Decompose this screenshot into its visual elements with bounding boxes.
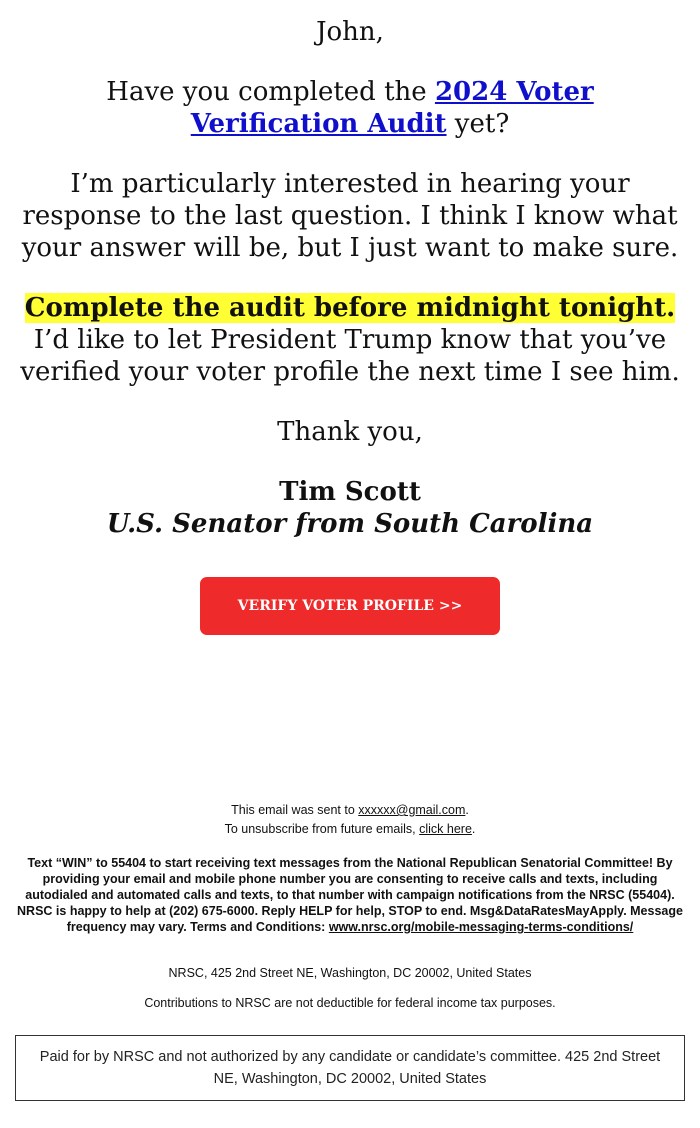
unsubscribe-suffix: . <box>471 822 476 836</box>
sms-disclaimer <box>0 855 700 935</box>
voter-audit-link[interactable]: 2024 Voter Verification Audit <box>190 77 594 139</box>
closing-thanks: Thank you, <box>277 417 423 447</box>
signature <box>0 476 700 540</box>
unsubscribe-prefix: To unsubscribe from future emails, <box>224 822 420 836</box>
paragraph-interest: I’m particularly interested in hearing your response to the last question. I think I know what your answer will be, but I just want to make sure. <box>21 169 679 263</box>
deadline-rest: I’d like to let President Trump know that you’ve verified your voter profile the next time I see him. <box>20 325 680 387</box>
footer-address: NRSC, 425 2nd Street NE, Washington, DC 20002, United States <box>168 966 532 980</box>
contributions-notice: Contributions to NRSC are not deductible for federal income tax purposes. <box>144 996 556 1010</box>
greeting: John, <box>316 17 384 47</box>
sms-disclaimer-text: Text “WIN” to 55404 to start receiving text messages from the National Republican Senatorial Committee! By providing your email and mobile phone number you are consenting to receive calls and texts, including autodialed and automated calls and texts, to that number with campaign notifications from the NRSC (55404). NRSC is happy to help at (202) 675-6000. Reply HELP for help, STOP to end. Msg&DataRatesMayApply. Message frequency may vary. Terms and Conditions: <box>17 856 683 934</box>
sent-suffix: . <box>465 803 469 817</box>
unsubscribe-line <box>0 820 700 839</box>
terms-link[interactable]: www.nrsc.org/mobile-messaging-terms-conditions/ <box>328 920 634 934</box>
signature-title: U.S. Senator from South Carolina <box>106 509 594 539</box>
deadline-highlight: Complete the audit before midnight tonight. <box>24 293 676 323</box>
verify-voter-profile-button[interactable]: VERIFY VOTER PROFILE >> <box>200 577 500 635</box>
audit-question-suffix: yet? <box>446 109 510 139</box>
unsubscribe-link[interactable]: click here <box>419 822 472 836</box>
recipient-email-link[interactable]: xxxxxx@gmail.com <box>358 803 466 817</box>
footer-sent-notice <box>0 801 700 839</box>
paragraph-deadline <box>0 292 700 388</box>
paragraph-audit-question <box>0 76 700 140</box>
sent-to-line <box>0 801 700 820</box>
sent-prefix: This email was sent to <box>231 803 359 817</box>
paid-for-disclaimer-box: Paid for by NRSC and not authorized by any candidate or candidate’s committee. 425 2nd Street NE, Washington, DC 20002, United States <box>15 1035 685 1101</box>
signature-name: Tim Scott <box>279 477 421 507</box>
audit-question-prefix: Have you completed the <box>106 77 435 107</box>
